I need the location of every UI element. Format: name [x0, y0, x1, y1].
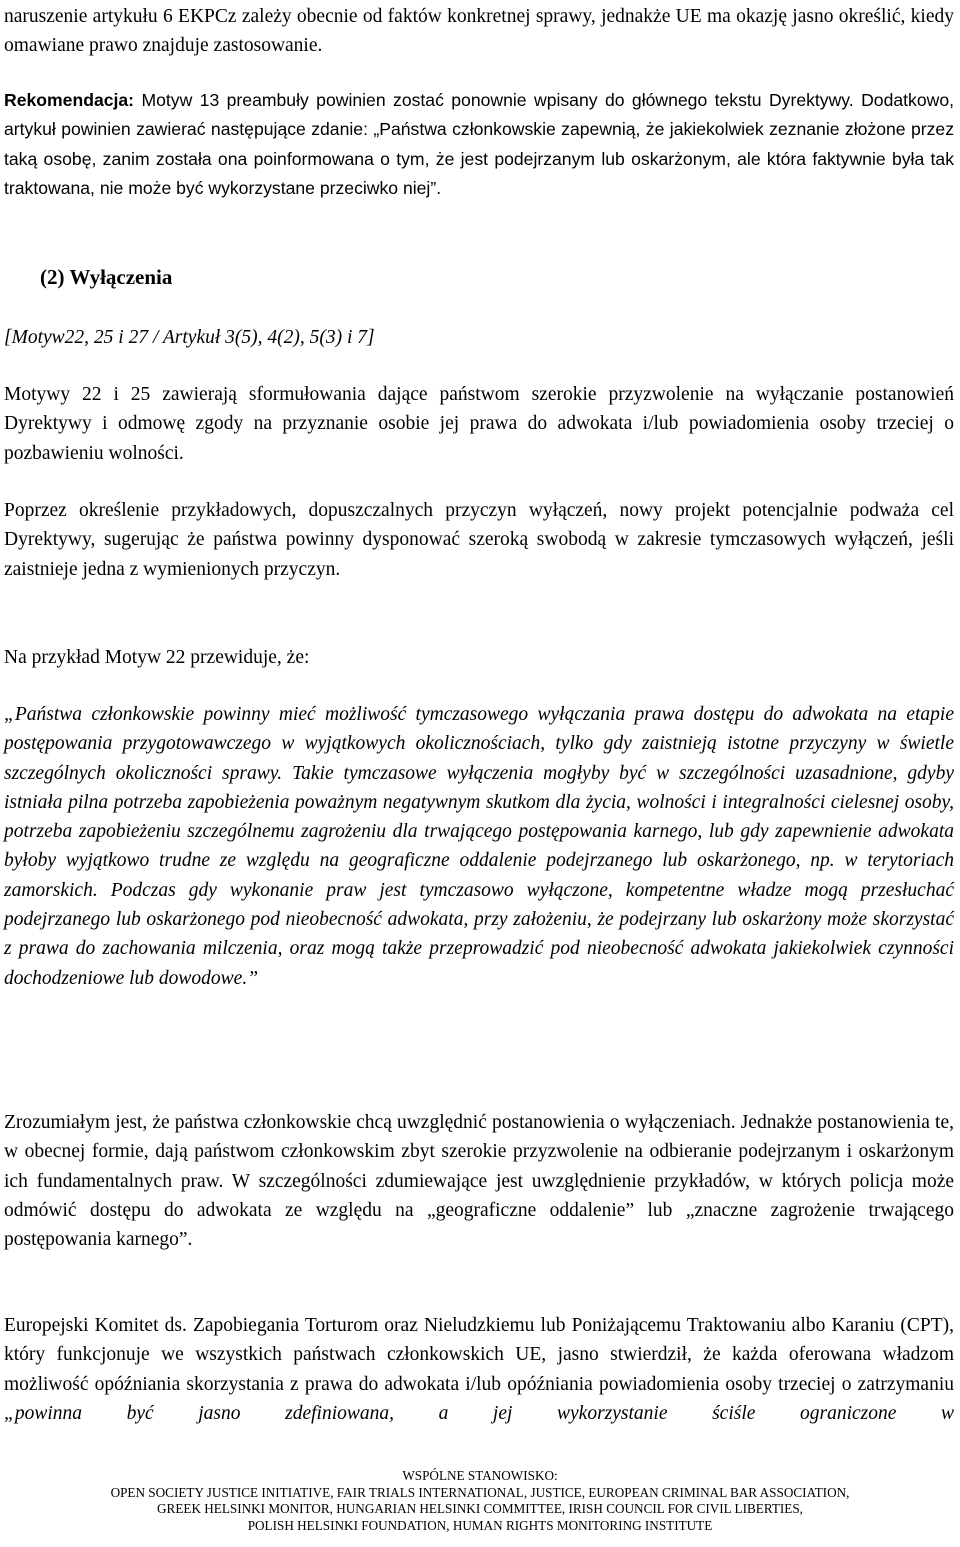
footer-title: WSPÓLNE STANOWISKO: [402, 1468, 558, 1483]
quote-motive-22: „Państwa członkowskie powinny mieć możliwość tymczasowego wyłączania prawa dostępu do adwokata na etapie postępowania przygotowawczego w wyjątkowych okolicznościach, tylko gdy zaistnieją istotne przyczyny w świetle szczególnych okoliczności sprawy. Takie tymczasowe wyłączenia mogłyby być w szczególności uzasadnione, gdyby istniała pilna potrzeba zapobieżenia poważnym negatywnym skutkom dla życia, wolności i integralności cielesnej osoby, potrzeba zapobieżeniu szczególnemu zagrożeniu dla trwającego postępowania karnego, lub gdy zapewnienie adwokata byłoby wyjątkowo trudne ze względu na geograficzne oddalenie podejrzanego lub oskarżonego, np. w terytoriach zamorskich. Podczas gdy wykonanie praw jest tymczasowo wyłączone, kompetentne władze mogą przesłuchać podejrzanego lub oskarżonego pod nieobecność adwokata, przy założeniu, że podejrzany lub oskarżony może skorzystać z prawa do zachowania milczenia, oraz mogą także przeprowadzić pod nieobecność adwokata jakiekolwiek czynności dochodzeniowe lub dowodowe.” [4, 704, 954, 989]
recommendation-label: Rekomendacja: [4, 90, 135, 110]
section-reference: [Motyw22, 25 i 27 / Artykuł 3(5), 4(2), 5(3) i 7] [4, 327, 375, 348]
paragraph-example-intro: Na przykład Motyw 22 przewiduje, że: [4, 647, 310, 668]
paragraph-exclusions: Poprzez określenie przykładowych, dopuszczalnych przyczyn wyłączeń, nowy projekt potencjalnie podważa cel Dyrektywy, sugerując że państwa powinny dysponować szeroką swobodą w zakresie tymczasowych wyłączeń, jeśli zaistnieje jedna z wymienionych przyczyn. [4, 500, 954, 580]
section-heading: (2) Wyłączenia [40, 265, 173, 289]
footer-organizations-1: OPEN SOCIETY JUSTICE INITIATIVE, FAIR TRIALS INTERNATIONAL, JUSTICE, EUROPEAN CRIMINAL BAR ASSOCIATION, [110, 1484, 850, 1500]
cpt-text: Europejski Komitet ds. Zapobiegania Torturom oraz Nieludzkiemu lub Poniżającemu Traktowaniu albo Karaniu (CPT), który funkcjonuje we wszystkich państwach członkowskich UE, jasno stwierdził, że każda oferowana władzom możliwość opóźniania skorzystania z prawa do adwokata i/lub opóźniania powiadomienia osoby trzeciej o zatrzymaniu [4, 1315, 954, 1395]
footer-organizations-2: GREEK HELSINKI MONITOR, HUNGARIAN HELSINKI COMMITTEE, IRISH COUNCIL FOR CIVIL LIBERTIES, [157, 1501, 803, 1516]
recommendation-paragraph [4, 86, 954, 203]
intro-paragraph: naruszenie artykułu 6 EKPCz zależy obecnie od faktów konkretnej sprawy, jednakże UE ma okazję jasno określić, kiedy omawiane prawo znajduje zastosowanie. [4, 6, 954, 57]
paragraph-motives: Motywy 22 i 25 zawierają sformułowania dające państwom szerokie przyzwolenie na wyłączanie postanowień Dyrektywy i odmowę zgody na przyznanie osobie jej prawa do adwokata i/lub powiadomienia osoby trzeciej o pozbawieniu wolności. [4, 384, 954, 464]
paragraph-cpt [4, 1311, 954, 1428]
recommendation-text: Motyw 13 preambuły powinien zostać ponownie wpisany do głównego tekstu Dyrektywy. Dodatkowo, artykuł powinien zawierać następujące zdanie: „Państwa członkowskie zapewnią, że jakiekolwiek zeznanie złożone przez taką osobę, zanim została ona poinformowana o tym, że jest podejrzanym lub oskarżonym, ale która faktywnie była tak traktowana, nie może być wykorzystane przeciwko niej”. [4, 90, 954, 198]
page-footer [0, 1468, 960, 1534]
paragraph-understanding: Zrozumiałym jest, że państwa członkowskie chcą uwzględnić postanowienia o wyłączeniach. Jednakże postanowienia te, w obecnej formie, dają państwom członkowskim zbyt szerokie przyzwolenie na odbieranie podejrzanym i oskarżonym ich fundamentalnych praw. W szczególności zdumiewające jest uwzględnienie przykładów, w których policja może odmówić dostępu do adwokata ze względu na „geograficzne oddalenie” lub „znaczne zagrożenie trwającego postępowania karnego”. [4, 1112, 954, 1251]
footer-organizations-3: POLISH HELSINKI FOUNDATION, HUMAN RIGHTS MONITORING INSTITUTE [247, 1517, 713, 1533]
cpt-quote: „powinna być jasno zdefiniowana, a jej wykorzystanie ściśle ograniczone w [4, 1402, 954, 1424]
